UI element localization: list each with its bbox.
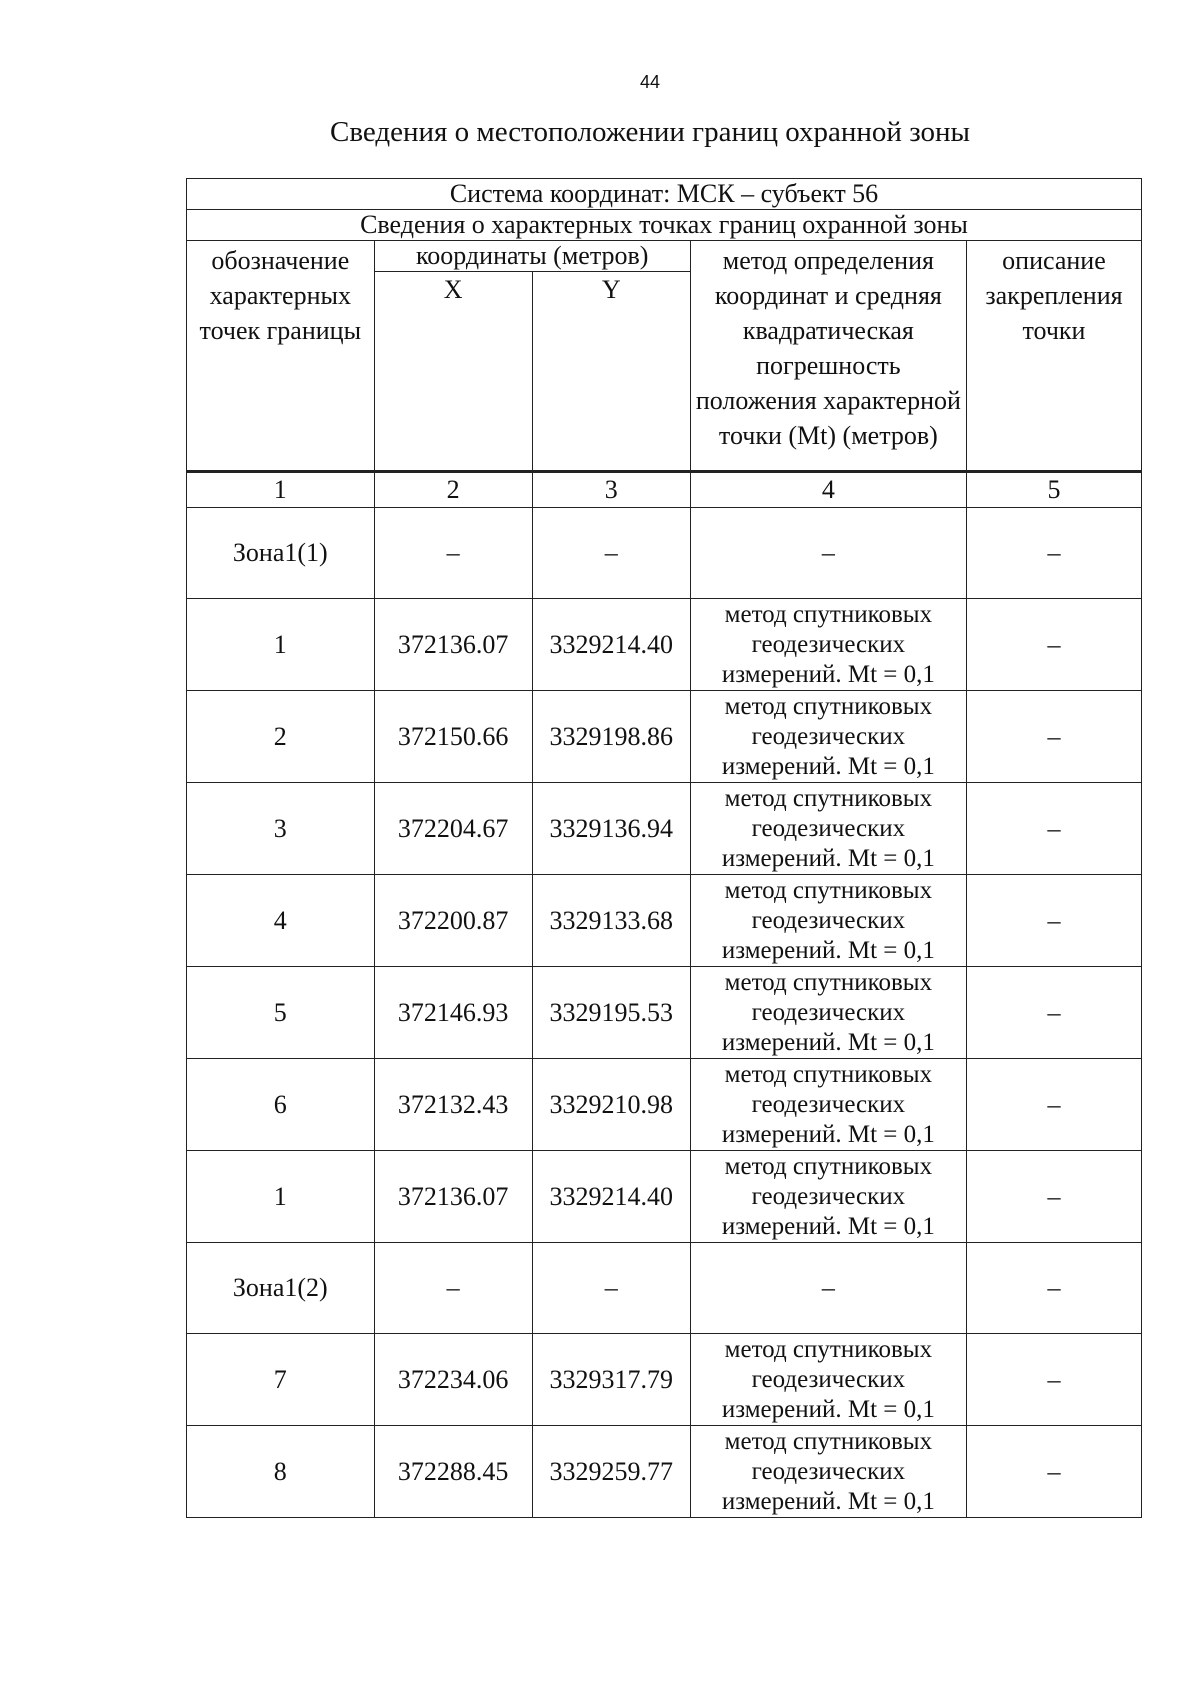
- coord-system-header: Система координат: МСК – субъект 56: [187, 179, 1142, 210]
- point-cell: Зона1(2): [187, 1243, 375, 1334]
- method-cell: метод спутниковых геодезических измерений. Mt = 0,1: [690, 967, 966, 1059]
- section-title-header: Сведения о характерных точках границ охранной зоны: [187, 210, 1142, 241]
- y-cell: –: [532, 1243, 690, 1334]
- y-cell: 3329214.40: [532, 599, 690, 691]
- point-cell: Зона1(1): [187, 508, 375, 599]
- x-header: X: [374, 272, 532, 472]
- zone-row: [187, 1243, 1142, 1334]
- method-cell: –: [690, 508, 966, 599]
- point-cell: 2: [187, 691, 375, 783]
- table-row: [187, 1151, 1142, 1243]
- x-cell: 372132.43: [374, 1059, 532, 1151]
- description-cell: –: [966, 1243, 1141, 1334]
- y-cell: –: [532, 508, 690, 599]
- point-cell: 5: [187, 967, 375, 1059]
- table-row: [187, 691, 1142, 783]
- description-cell: –: [966, 691, 1141, 783]
- x-cell: 372136.07: [374, 1151, 532, 1243]
- method-cell: –: [690, 1243, 966, 1334]
- table-row: [187, 1426, 1142, 1518]
- description-cell: –: [966, 1059, 1141, 1151]
- y-cell: 3329214.40: [532, 1151, 690, 1243]
- point-cell: 4: [187, 875, 375, 967]
- y-cell: 3329195.53: [532, 967, 690, 1059]
- x-cell: 372204.67: [374, 783, 532, 875]
- description-cell: –: [966, 783, 1141, 875]
- method-cell: метод спутниковых геодезических измерений. Mt = 0,1: [690, 1059, 966, 1151]
- column-number: 5: [966, 472, 1141, 508]
- x-cell: 372146.93: [374, 967, 532, 1059]
- description-cell: –: [966, 1426, 1141, 1518]
- column-number: 1: [187, 472, 375, 508]
- zone-row: [187, 508, 1142, 599]
- y-cell: 3329136.94: [532, 783, 690, 875]
- x-cell: 372288.45: [374, 1426, 532, 1518]
- x-cell: 372234.06: [374, 1334, 532, 1426]
- column-number: 4: [690, 472, 966, 508]
- description-cell: –: [966, 599, 1141, 691]
- table-row: [187, 1059, 1142, 1151]
- description-cell: –: [966, 967, 1141, 1059]
- coordinates-table: [186, 178, 1142, 1518]
- x-cell: 372150.66: [374, 691, 532, 783]
- point-cell: 7: [187, 1334, 375, 1426]
- point-cell: 6: [187, 1059, 375, 1151]
- point-cell: 1: [187, 1151, 375, 1243]
- y-cell: 3329259.77: [532, 1426, 690, 1518]
- column-number: 2: [374, 472, 532, 508]
- y-header: Y: [532, 272, 690, 472]
- point-cell: 3: [187, 783, 375, 875]
- table-row: [187, 599, 1142, 691]
- table-row: [187, 875, 1142, 967]
- table-row: [187, 783, 1142, 875]
- description-cell: –: [966, 1334, 1141, 1426]
- description-cell: –: [966, 1151, 1141, 1243]
- method-cell: метод спутниковых геодезических измерений. Mt = 0,1: [690, 1334, 966, 1426]
- point-cell: 8: [187, 1426, 375, 1518]
- point-cell: 1: [187, 599, 375, 691]
- description-header: описание закрепления точки: [966, 241, 1141, 472]
- method-cell: метод спутниковых геодезических измерений. Mt = 0,1: [690, 691, 966, 783]
- point-label-header: обозначение характерных точек границы: [187, 241, 375, 472]
- page-number: 44: [639, 72, 661, 92]
- method-cell: метод спутниковых геодезических измерений. Mt = 0,1: [690, 599, 966, 691]
- document-title: Сведения о местоположении границ охранной зоны: [329, 116, 970, 148]
- method-cell: метод спутниковых геодезических измерений. Mt = 0,1: [690, 783, 966, 875]
- coords-header: координаты (метров): [374, 241, 690, 272]
- description-cell: –: [966, 508, 1141, 599]
- table-row: [187, 967, 1142, 1059]
- column-number: 3: [532, 472, 690, 508]
- method-cell: метод спутниковых геодезических измерений. Mt = 0,1: [690, 1426, 966, 1518]
- method-cell: метод спутниковых геодезических измерений. Mt = 0,1: [690, 875, 966, 967]
- table-row: [187, 1334, 1142, 1426]
- x-cell: –: [374, 1243, 532, 1334]
- x-cell: 372136.07: [374, 599, 532, 691]
- description-cell: –: [966, 875, 1141, 967]
- method-cell: метод спутниковых геодезических измерений. Mt = 0,1: [690, 1151, 966, 1243]
- x-cell: 372200.87: [374, 875, 532, 967]
- y-cell: 3329317.79: [532, 1334, 690, 1426]
- y-cell: 3329133.68: [532, 875, 690, 967]
- y-cell: 3329198.86: [532, 691, 690, 783]
- y-cell: 3329210.98: [532, 1059, 690, 1151]
- x-cell: –: [374, 508, 532, 599]
- method-header: метод определения координат и средняя квадратическая погрешность положения характерной точки (Mt) (метров): [690, 241, 966, 472]
